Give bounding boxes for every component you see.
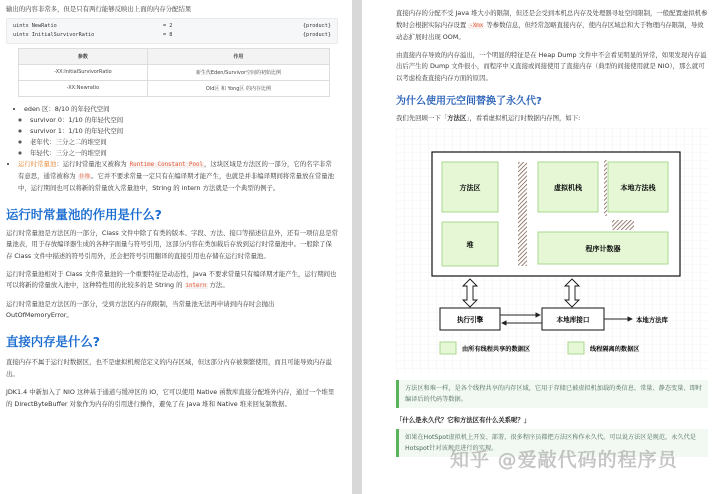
table-row: -XX:Newratio Old区 和 Yong区 的内存比例	[19, 80, 330, 96]
paragraph: 运行时常量池是方法区的一部分，受到方法区内存的限制，当常量池无法再申请到内存时会抛出 OutOfMemoryError。	[6, 299, 275, 320]
quote-block: 方法区和堆一样，是各个线程共享的内存区域，它用于存储已被虚拟机加载的类信息、常量、静态变量、即时编译后的代码等数据。	[396, 380, 708, 408]
paragraph: 我们先回顾一下「方法区」，看看虚拟机运行时数据内存图，如下:	[396, 113, 581, 122]
native-lib-label: 本地方法库	[636, 316, 668, 325]
vm-stack-label: 虚拟机栈	[554, 184, 582, 193]
list-item: ◦ 年轻代：三分之一的堆空间	[30, 148, 338, 159]
hatch-strip	[518, 162, 527, 266]
hatch-strip	[612, 220, 634, 230]
heading-direct-memory: 直接内存是什么?	[6, 333, 100, 349]
hatch-strip	[604, 160, 607, 216]
right-page	[362, 0, 720, 494]
legend-shared-label: 由所有线程共享的数据区	[462, 346, 531, 354]
legend-isolated-swatch	[568, 342, 584, 354]
table-header: 参数	[19, 48, 148, 64]
list-item: ◦ survivor 1：1/10 的年轻代空间	[30, 126, 338, 137]
pool-bullet: • 运行时常量池：运行时常量池又被称为 Runtime Constant Pool，这块区域是方法区的一部分，它的名字非常有意思，通常被称为 非堆。它并不要求常量一定只有在编译期才能产生，也就是并非编译期间将常量放在常量池中，运行期间也可以将新的常量放入常量池中，String 的 intern 方法就是一个典型的例子。	[18, 159, 338, 195]
pc-label: 程序计数器	[585, 245, 621, 254]
list-item: ◦ survivor 0：1/10 的年轻代空间	[30, 115, 338, 126]
code-block	[6, 18, 338, 44]
list-item: ◦ 老年代：三分之二的堆空间	[30, 137, 338, 148]
native-stack-label: 本地方法栈	[620, 184, 656, 193]
heap-label: 堆	[466, 241, 474, 250]
paragraph: JDK1.4 中新加入了 NIO 这种基于通道与缓冲区的 IO，它可以使用 Native 函数库直接分配堆外内存，通过一个堆里的 DirectByteBuffer 对象作为内存的引用进行操作，避免了在 Java 堆和 Native 堆来回复制数据。	[6, 388, 335, 408]
bullet-list	[6, 104, 338, 195]
paragraph: 运行时常量池相对于 Class 文件常量池的一个重要特征是动态性，Java 不要求常量只有编译期才能产生，运行期间也可以将新的常量放入池中，这种特性用的比较多的是 String 的 intern 方法。	[6, 269, 337, 290]
param-table	[18, 48, 330, 97]
legend-shared-swatch	[440, 342, 456, 354]
code-line: uintx InitialSurvivorRatio = 8 {product}	[13, 31, 331, 38]
method-area-label: 方法区	[459, 184, 481, 193]
heading-metaspace: 为什么使用元空间替换了永久代?	[396, 95, 542, 107]
paragraph: 由直接内存导致的内存溢出，一个明显的特征是在 Heap Dump 文件中不会看见明显的异常，如果发现内存溢出后产生的 Dump 文件很小，而程序中又直接或间接使用了直接内存（典型的间接使用就是 NIO），那么就可以考虑检查直接内存方面的原因。	[396, 50, 707, 82]
intro-text: 输出的内容非常多，但是只有两行能够反映出上面的内存分配结果	[6, 5, 192, 13]
paragraph: 运行时常量池是方法区的一部分，Class 文件中除了有类的版本、字段、方法、接口等描述信息外，还有一项信息是常量池表，用于存放编译器生成的各种字面量与符号引用，这部分内容在类加载后存放到运行时常量池中。一般除了保存 Class 文件中描述的符号引用外，还会把符号引用翻译的直接引用也存储在运行时常量池。	[6, 228, 338, 260]
code-line: uintx NewRatio = 2 {product}	[13, 22, 331, 29]
legend-isolated-label: 线程隔离的数据区	[590, 346, 640, 354]
heading-constant-pool: 运行时常量池的作用是什么?	[6, 206, 162, 222]
list-item: • eden 区：8/10 的年轻代空间	[24, 104, 338, 115]
paragraph: 直接内存不属于运行时数据区，也不是虚拟机规范定义的内存区域，但这部分内存被频繁使用，而且可能导致内存溢出。	[6, 357, 332, 378]
watermark: 知乎 @爱敲代码的程序员	[450, 449, 678, 471]
table-row: -XX:InitialSurvivorRatio 新生代Eden/Survivor空间的初始比例	[19, 64, 330, 80]
left-page	[0, 0, 352, 494]
question-title: 「什么是永久代？它和方法区有什么关系呢？」	[396, 416, 531, 425]
runtime-data-diagram	[396, 128, 708, 374]
paragraph: 直接内存的分配不受 Java 堆大小的限制，但还是会受到本机总内存及处理器寻址空间限制，一般配置虚拟机参数时会根据实际内存设置 -Xmx 等参数信息，但经常忽略直接内存，使内存区域总和大于物理内存限制，导致动态扩展时出现 OOM。	[396, 9, 708, 42]
table-header: 作用	[147, 48, 329, 64]
engine-label: 执行引擎	[456, 316, 484, 325]
page-gap	[352, 0, 362, 494]
native-interface-label: 本地库接口	[556, 316, 590, 325]
quote-block: 如果在HotSpot虚拟机上开发、部署，很多程序员都把方法区称作永久代。可以说方法区是规范，永久代是Hotspot针对该规范进行的实现。	[396, 429, 708, 457]
